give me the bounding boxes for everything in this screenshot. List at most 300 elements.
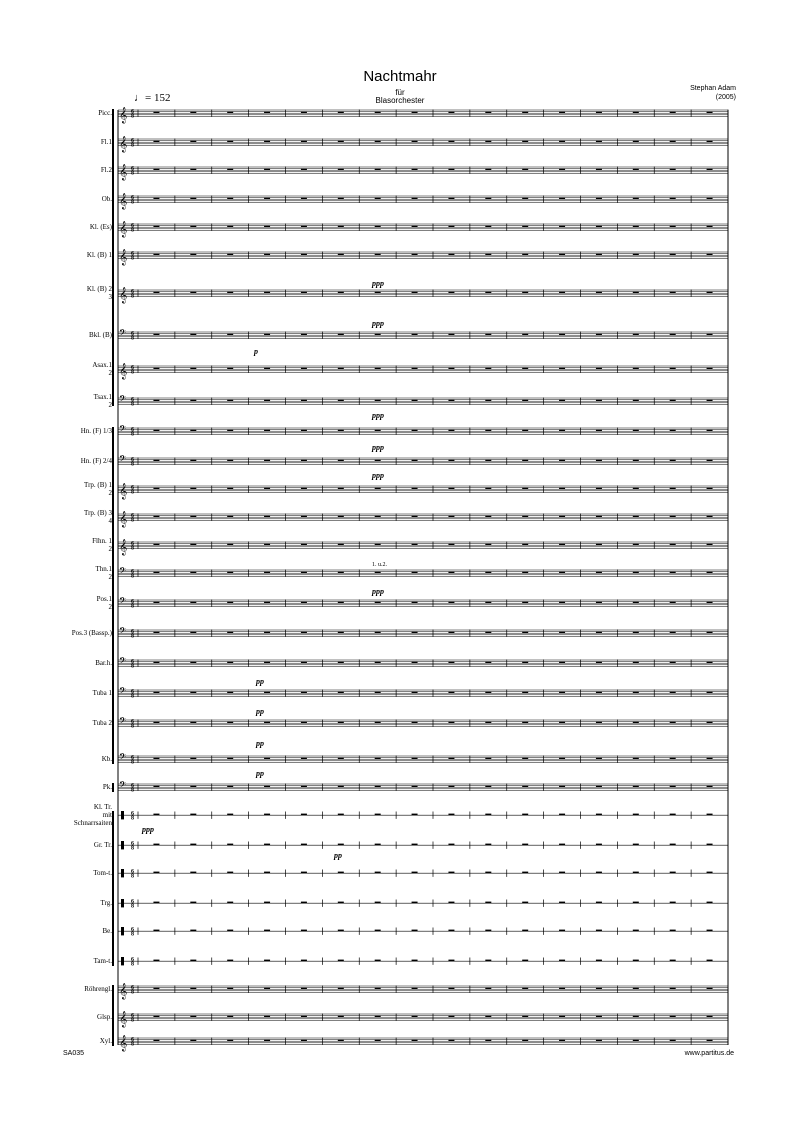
measure-rest: [633, 930, 639, 931]
instrument-label-line: Tsax.1: [93, 393, 112, 402]
time-signature-numerator: 6: [131, 957, 134, 963]
time-signature-numerator: 6: [131, 513, 134, 519]
time-signature-denominator: 8: [131, 787, 134, 794]
measure-rest: [375, 572, 381, 573]
measure-rest: [559, 960, 565, 961]
instrument-label-line: Kl. (Es): [89, 223, 112, 232]
measure-rest: [522, 632, 528, 633]
measure-rest: [338, 814, 344, 815]
measure-rest: [559, 141, 565, 142]
measure-rest: [190, 902, 196, 903]
measure-rest: [596, 400, 602, 401]
measure-rest: [670, 1016, 676, 1017]
measure-rest: [596, 169, 602, 170]
measure-rest: [153, 988, 159, 989]
time-signature-denominator: 8: [131, 573, 134, 580]
measure-rest: [301, 692, 307, 693]
measure-rest: [596, 988, 602, 989]
time-signature-numerator: 6: [131, 223, 134, 229]
instrument-label-line: Bkl. (B): [89, 331, 112, 340]
measure-rest: [559, 988, 565, 989]
measure-rest: [522, 292, 528, 293]
measure-rest: [522, 460, 528, 461]
instrument-label-line: Kb.: [101, 755, 112, 764]
dynamic-marking: p: [254, 347, 258, 356]
measure-rest: [264, 198, 270, 199]
measure-rest: [448, 141, 454, 142]
measure-rest: [375, 254, 381, 255]
bass-clef: 𝄢: [119, 626, 127, 639]
measure-rest: [375, 902, 381, 903]
measure-rest: [485, 368, 491, 369]
measure-rest: [375, 226, 381, 227]
time-signature-denominator: 8: [131, 903, 134, 910]
measure-rest: [190, 488, 196, 489]
percussion-clef: [121, 957, 124, 965]
measure-rest: [707, 112, 713, 113]
bass-clef: 𝄢: [119, 596, 127, 609]
measure-rest: [338, 1016, 344, 1017]
measure-rest: [559, 844, 565, 845]
measure-rest: [670, 198, 676, 199]
measure-rest: [596, 112, 602, 113]
measure-rest: [596, 930, 602, 931]
measure-rest: [559, 722, 565, 723]
percussion-clef: [121, 811, 124, 819]
instrument-label-line: Ob.: [101, 195, 112, 204]
measure-rest: [596, 488, 602, 489]
dynamic-marking: pp: [256, 769, 264, 778]
measure-rest: [412, 988, 418, 989]
treble-clef: 𝄞: [119, 484, 128, 500]
measure-rest: [190, 400, 196, 401]
measure-rest: [670, 602, 676, 603]
measure-rest: [522, 544, 528, 545]
measure-rest: [190, 1016, 196, 1017]
measure-rest: [596, 602, 602, 603]
measure-rest: [264, 400, 270, 401]
measure-rest: [707, 169, 713, 170]
time-signature-denominator: 8: [131, 369, 134, 376]
measure-rest: [670, 692, 676, 693]
percussion-clef: [121, 927, 124, 935]
measure-rest: [522, 662, 528, 663]
measure-rest: [338, 141, 344, 142]
measure-rest: [596, 632, 602, 633]
measure-rest: [707, 1016, 713, 1017]
measure-rest: [707, 254, 713, 255]
measure-rest: [633, 1016, 639, 1017]
instrument-label-line: Röhrengl.: [84, 985, 112, 994]
measure-rest: [190, 198, 196, 199]
measure-rest: [596, 902, 602, 903]
measure-rest: [707, 602, 713, 603]
measure-rest: [633, 844, 639, 845]
measure-rest: [412, 254, 418, 255]
dynamic-marking: ppp: [372, 471, 384, 480]
measure-rest: [707, 400, 713, 401]
measure-rest: [227, 226, 233, 227]
measure-rest: [227, 400, 233, 401]
measure-rest: [412, 814, 418, 815]
time-signature-numerator: 6: [131, 985, 134, 991]
instrument-label-line: Picc.: [98, 109, 112, 118]
measure-rest: [375, 198, 381, 199]
bass-clef: 𝄢: [119, 424, 127, 437]
time-signature-numerator: 6: [131, 869, 134, 875]
measure-rest: [153, 1040, 159, 1041]
instrument-label-line: 3: [108, 293, 112, 302]
measure-rest: [412, 368, 418, 369]
measure-rest: [153, 430, 159, 431]
measure-rest: [559, 292, 565, 293]
measure-rest: [338, 198, 344, 199]
instrument-label-line: Bar.h.: [95, 659, 112, 668]
measure-rest: [190, 460, 196, 461]
instrument-label-line: Fl.1: [100, 138, 112, 147]
measure-rest: [670, 632, 676, 633]
measure-rest: [485, 872, 491, 873]
measure-rest: [485, 334, 491, 335]
measure-rest: [301, 292, 307, 293]
measure-rest: [522, 334, 528, 335]
measure-rest: [375, 400, 381, 401]
measure-rest: [448, 400, 454, 401]
measure-rest: [338, 516, 344, 517]
measure-rest: [485, 516, 491, 517]
measure-rest: [670, 844, 676, 845]
instrument-label-line: Schnarrsaiten: [73, 819, 112, 828]
measure-rest: [707, 198, 713, 199]
measure-rest: [301, 516, 307, 517]
measure-rest: [522, 902, 528, 903]
measure-rest: [338, 930, 344, 931]
measure-rest: [338, 758, 344, 759]
measure-rest: [596, 198, 602, 199]
measure-rest: [633, 1040, 639, 1041]
time-signature-numerator: 6: [131, 485, 134, 491]
instrument-label-line: Tom-t.: [93, 869, 112, 878]
measure-rest: [633, 198, 639, 199]
measure-rest: [227, 758, 233, 759]
measure-rest: [190, 430, 196, 431]
time-signature-denominator: 8: [131, 255, 134, 262]
measure-rest: [153, 844, 159, 845]
time-signature-numerator: 6: [131, 719, 134, 725]
time-signature-numerator: 6: [131, 457, 134, 463]
time-signature-numerator: 6: [131, 541, 134, 547]
measure-rest: [485, 786, 491, 787]
measure-rest: [448, 872, 454, 873]
measure-rest: [633, 872, 639, 873]
instrument-label-line: Flhn. 1: [92, 537, 112, 546]
measure-rest: [559, 786, 565, 787]
measure-rest: [412, 960, 418, 961]
measure-rest: [596, 960, 602, 961]
measure-rest: [596, 368, 602, 369]
measure-rest: [190, 786, 196, 787]
measure-rest: [559, 930, 565, 931]
measure-rest: [153, 930, 159, 931]
measure-rest: [153, 292, 159, 293]
dynamic-marking: pp: [334, 851, 342, 860]
measure-rest: [707, 572, 713, 573]
measure-rest: [596, 872, 602, 873]
instrument-label-line: 2: [108, 369, 112, 378]
dynamic-marking: ppp: [372, 319, 384, 328]
measure-rest: [190, 112, 196, 113]
measure-rest: [264, 988, 270, 989]
measure-rest: [448, 169, 454, 170]
measure-rest: [448, 960, 454, 961]
measure-rest: [190, 632, 196, 633]
measure-rest: [670, 430, 676, 431]
measure-rest: [227, 141, 233, 142]
measure-rest: [227, 692, 233, 693]
measure-rest: [190, 141, 196, 142]
time-signature-numerator: 6: [131, 365, 134, 371]
measure-rest: [227, 960, 233, 961]
measure-rest: [375, 960, 381, 961]
time-signature-denominator: 8: [131, 815, 134, 822]
measure-rest: [412, 400, 418, 401]
measure-rest: [264, 722, 270, 723]
measure-rest: [448, 516, 454, 517]
measure-rest: [153, 814, 159, 815]
instrument-label-line: 2: [108, 489, 112, 498]
measure-rest: [633, 400, 639, 401]
measure-rest: [412, 692, 418, 693]
measure-rest: [153, 169, 159, 170]
measure-rest: [633, 112, 639, 113]
measure-rest: [707, 872, 713, 873]
time-signature-numerator: 6: [131, 109, 134, 115]
measure-rest: [264, 1040, 270, 1041]
instrument-label-line: Pk.: [102, 783, 112, 792]
treble-clef: 𝄞: [119, 1036, 128, 1052]
measure-rest: [707, 902, 713, 903]
measure-rest: [338, 334, 344, 335]
measure-rest: [485, 1040, 491, 1041]
measure-rest: [633, 141, 639, 142]
measure-rest: [301, 334, 307, 335]
measure-rest: [227, 722, 233, 723]
treble-clef: 𝄞: [119, 512, 128, 528]
measure-rest: [670, 516, 676, 517]
measure-rest: [448, 254, 454, 255]
measure-rest: [633, 692, 639, 693]
measure-rest: [448, 758, 454, 759]
time-signature-numerator: 6: [131, 427, 134, 433]
measure-rest: [153, 460, 159, 461]
measure-rest: [707, 960, 713, 961]
measure-rest: [190, 368, 196, 369]
measure-rest: [264, 169, 270, 170]
percussion-clef: [121, 899, 124, 907]
measure-rest: [596, 141, 602, 142]
measure-rest: [338, 632, 344, 633]
time-signature-denominator: 8: [131, 170, 134, 177]
measure-rest: [559, 254, 565, 255]
time-signature-numerator: 6: [131, 138, 134, 144]
measure-rest: [301, 430, 307, 431]
measure-rest: [485, 141, 491, 142]
measure-rest: [190, 169, 196, 170]
measure-rest: [375, 758, 381, 759]
measure-rest: [190, 572, 196, 573]
measure-rest: [448, 1016, 454, 1017]
measure-rest: [190, 292, 196, 293]
time-signature-numerator: 6: [131, 397, 134, 403]
measure-rest: [448, 662, 454, 663]
measure-rest: [448, 902, 454, 903]
measure-rest: [264, 112, 270, 113]
measure-rest: [227, 334, 233, 335]
measure-rest: [633, 226, 639, 227]
time-signature-denominator: 8: [131, 603, 134, 610]
measure-rest: [227, 544, 233, 545]
measure-rest: [301, 844, 307, 845]
time-signature-denominator: 8: [131, 663, 134, 670]
measure-rest: [190, 544, 196, 545]
measure-rest: [264, 516, 270, 517]
time-signature-denominator: 8: [131, 633, 134, 640]
measure-rest: [707, 226, 713, 227]
measure-rest: [227, 930, 233, 931]
measure-rest: [559, 1040, 565, 1041]
measure-rest: [264, 844, 270, 845]
measure-rest: [338, 254, 344, 255]
bass-clef: 𝄢: [119, 686, 127, 699]
measure-rest: [633, 662, 639, 663]
time-signature-denominator: 8: [131, 431, 134, 438]
instrument-label-line: Trg.: [100, 899, 112, 908]
measure-rest: [227, 254, 233, 255]
measure-rest: [375, 662, 381, 663]
measure-rest: [448, 722, 454, 723]
measure-rest: [338, 692, 344, 693]
measure-rest: [596, 254, 602, 255]
measure-rest: [412, 930, 418, 931]
measure-rest: [412, 722, 418, 723]
time-signature-denominator: 8: [131, 461, 134, 468]
measure-rest: [412, 292, 418, 293]
measure-rest: [596, 722, 602, 723]
treble-clef: 𝄞: [119, 165, 128, 181]
measure-rest: [227, 872, 233, 873]
measure-rest: [375, 292, 381, 293]
divisi-marking: 1. u.2.: [372, 562, 387, 568]
measure-rest: [190, 814, 196, 815]
treble-clef: 𝄞: [119, 194, 128, 210]
time-signature-denominator: 8: [131, 227, 134, 234]
measure-rest: [633, 786, 639, 787]
measure-rest: [301, 226, 307, 227]
measure-rest: [522, 758, 528, 759]
measure-rest: [375, 786, 381, 787]
measure-rest: [227, 169, 233, 170]
measure-rest: [412, 430, 418, 431]
measure-rest: [633, 758, 639, 759]
measure-rest: [190, 516, 196, 517]
measure-rest: [522, 960, 528, 961]
measure-rest: [596, 516, 602, 517]
subtitle-ensemble: Blasorchester: [375, 96, 425, 105]
measure-rest: [153, 572, 159, 573]
measure-rest: [596, 334, 602, 335]
measure-rest: [375, 460, 381, 461]
time-signature-numerator: 6: [131, 783, 134, 789]
measure-rest: [227, 516, 233, 517]
measure-rest: [153, 722, 159, 723]
measure-rest: [707, 662, 713, 663]
measure-rest: [448, 786, 454, 787]
measure-rest: [707, 758, 713, 759]
measure-rest: [707, 368, 713, 369]
time-signature-denominator: 8: [131, 931, 134, 938]
measure-rest: [596, 662, 602, 663]
measure-rest: [522, 988, 528, 989]
measure-rest: [412, 1016, 418, 1017]
measure-rest: [522, 226, 528, 227]
measure-rest: [522, 814, 528, 815]
time-signature-numerator: 6: [131, 1037, 134, 1043]
instrument-label-line: Pos.3 (Bassp.): [71, 629, 112, 638]
measure-rest: [448, 226, 454, 227]
measure-rest: [485, 292, 491, 293]
measure-rest: [301, 1016, 307, 1017]
measure-rest: [670, 814, 676, 815]
measure-rest: [301, 632, 307, 633]
measure-rest: [670, 226, 676, 227]
measure-rest: [301, 198, 307, 199]
measure-rest: [375, 722, 381, 723]
measure-rest: [264, 430, 270, 431]
measure-rest: [485, 602, 491, 603]
dynamic-marking: ppp: [372, 411, 384, 420]
measure-rest: [412, 1040, 418, 1041]
measure-rest: [596, 1040, 602, 1041]
instrument-label-line: Thn.1: [95, 565, 112, 574]
dynamic-marking: pp: [256, 739, 264, 748]
measure-rest: [301, 960, 307, 961]
measure-rest: [153, 872, 159, 873]
measure-rest: [633, 334, 639, 335]
dynamic-marking: pp: [256, 677, 264, 686]
footer-code: SA035: [63, 1050, 85, 1057]
measure-rest: [707, 844, 713, 845]
measure-rest: [153, 488, 159, 489]
measure-rest: [375, 334, 381, 335]
measure-rest: [559, 488, 565, 489]
measure-rest: [338, 844, 344, 845]
measure-rest: [338, 988, 344, 989]
measure-rest: [227, 572, 233, 573]
measure-rest: [633, 368, 639, 369]
measure-rest: [485, 198, 491, 199]
measure-rest: [485, 758, 491, 759]
time-signature-numerator: 6: [131, 166, 134, 172]
measure-rest: [670, 572, 676, 573]
measure-rest: [485, 169, 491, 170]
measure-rest: [485, 662, 491, 663]
time-signature-denominator: 8: [131, 1041, 134, 1048]
measure-rest: [596, 844, 602, 845]
measure-rest: [264, 572, 270, 573]
measure-rest: [190, 692, 196, 693]
measure-rest: [227, 844, 233, 845]
measure-rest: [707, 430, 713, 431]
